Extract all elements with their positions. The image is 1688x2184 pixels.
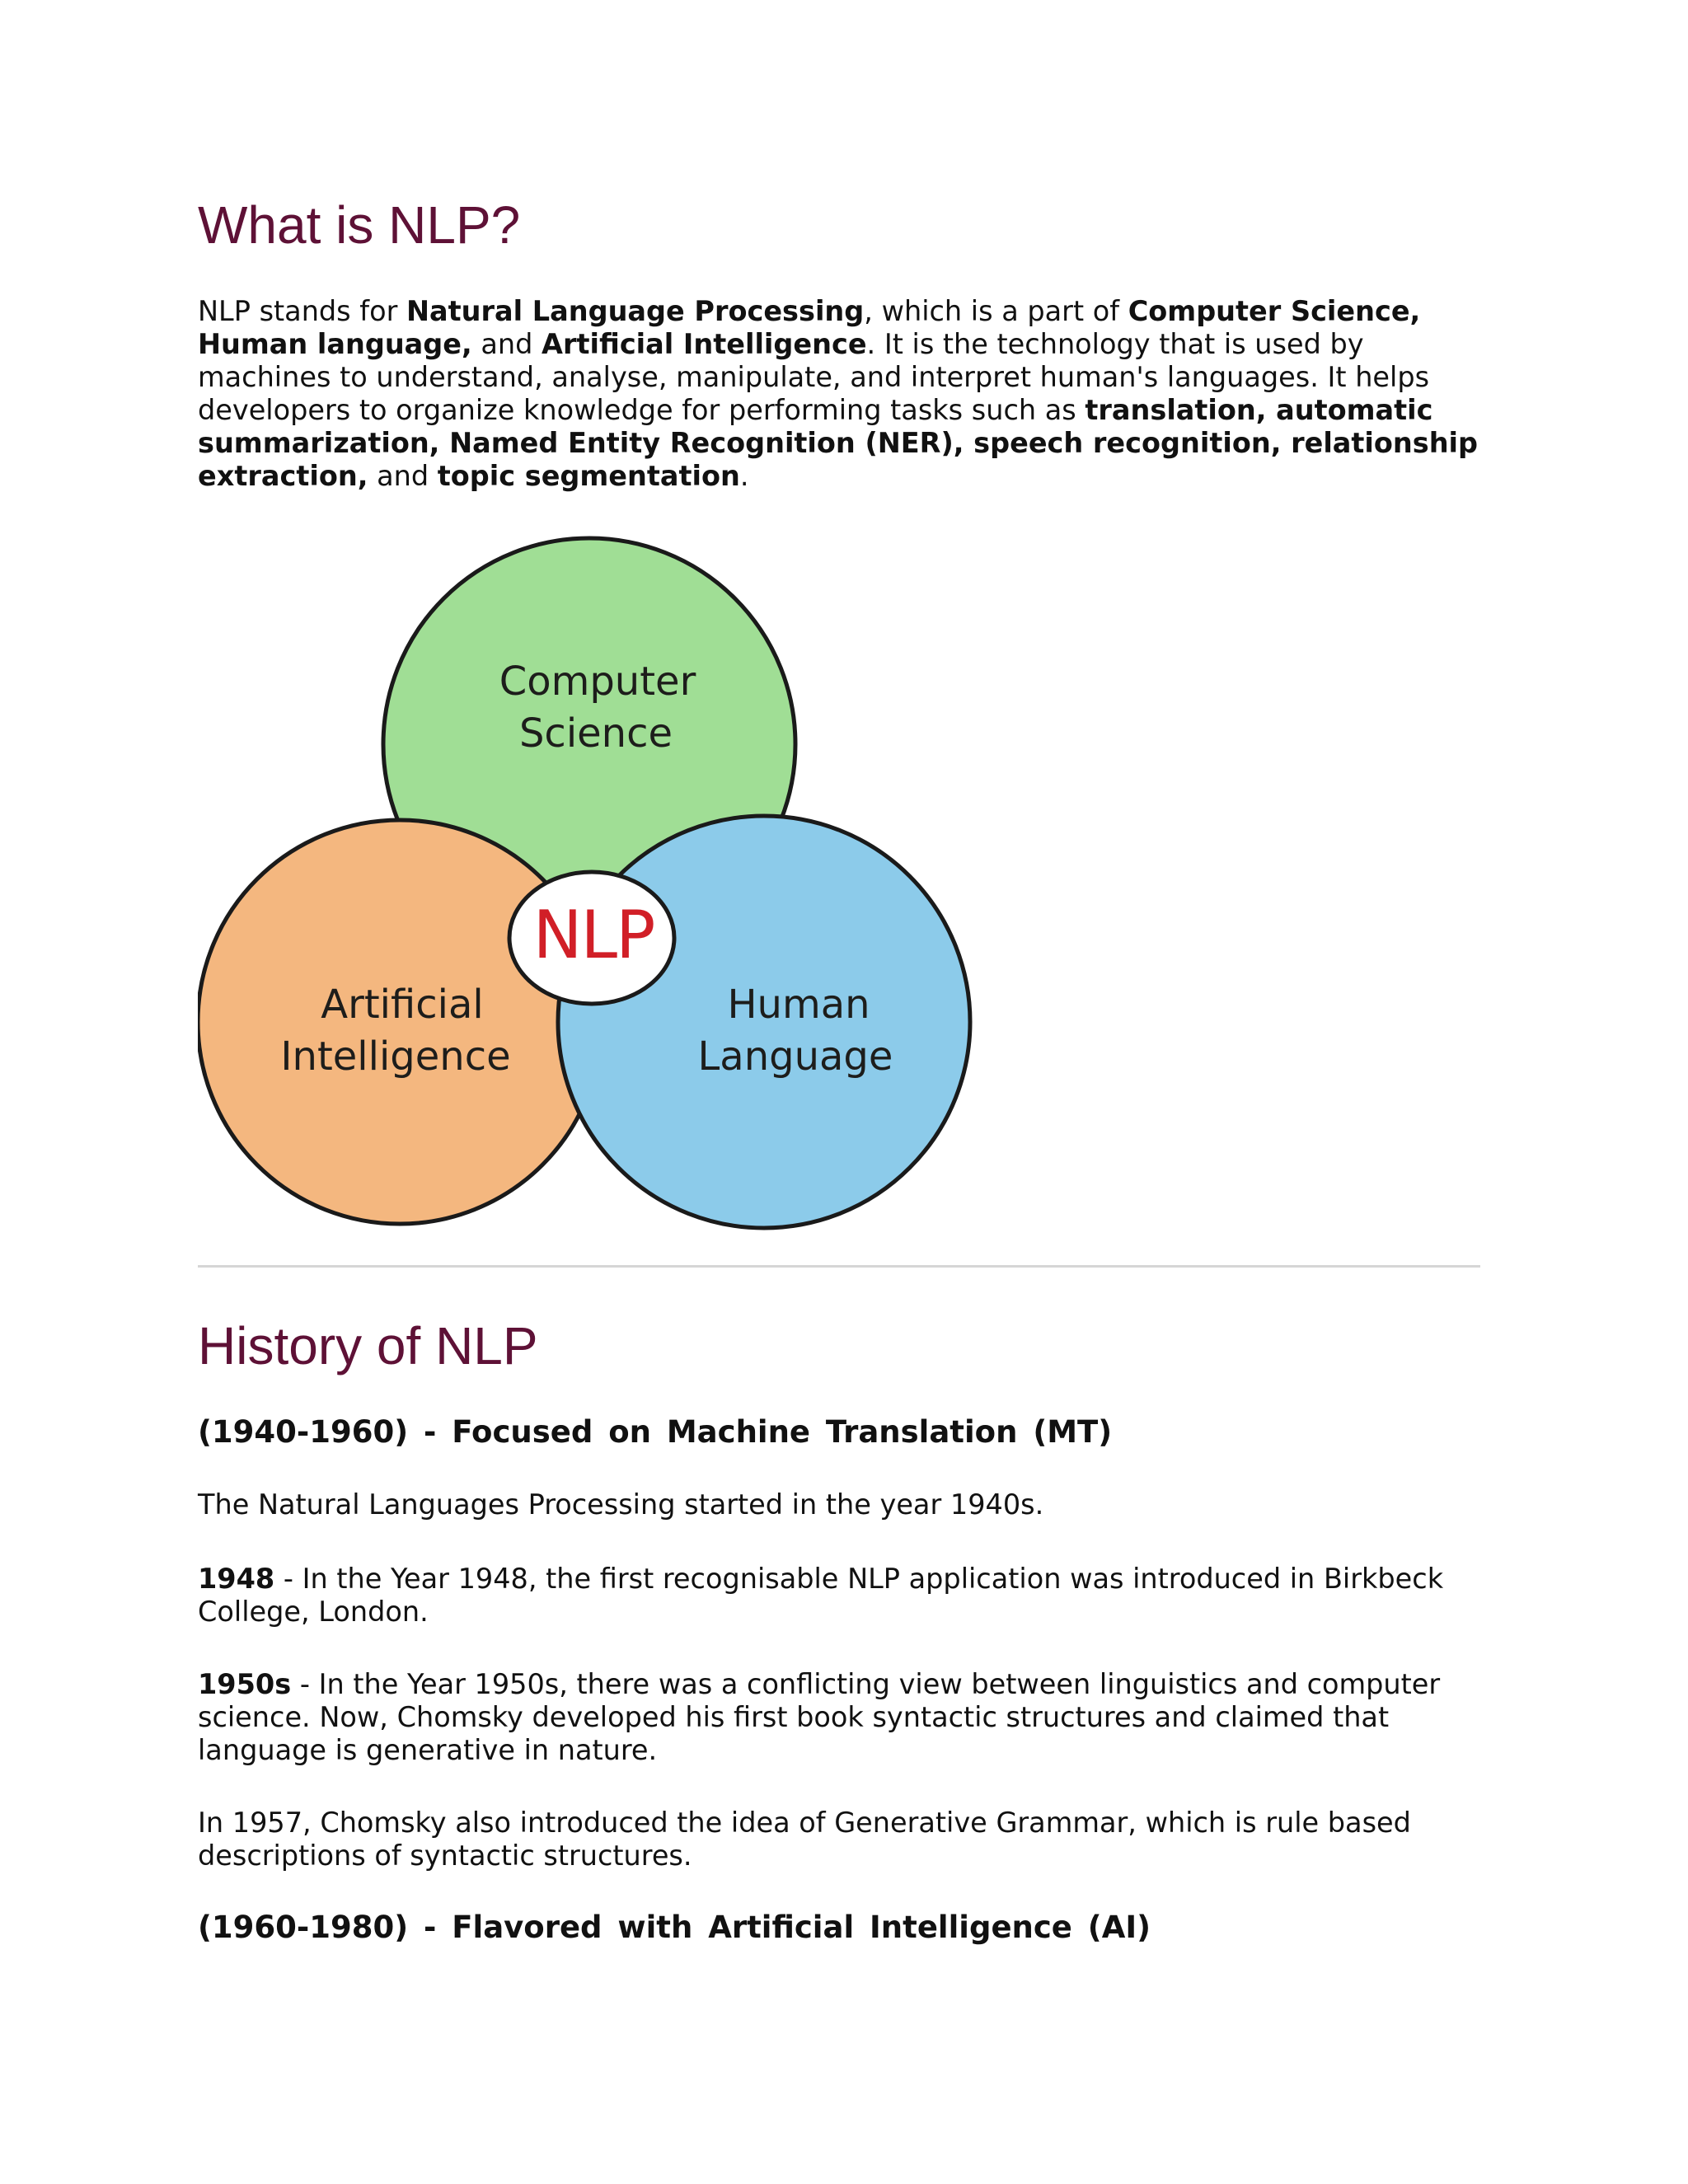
subheading-1960-1980: (1960-1980) - Flavored with Artificial Intelligence (AI) — [198, 1910, 1151, 1945]
year-1950s-label: 1950s — [198, 1668, 292, 1700]
intro-text-4: . It is the technology that is used by machines to understand, analyse, manipulate, and interpret human's languages. It helps developers to organize knowledge for performing tasks such as — [198, 328, 1430, 426]
subheading-1940-1960: (1940-1960) - Focused on Machine Translation (MT) — [198, 1414, 1113, 1450]
section-divider — [198, 1265, 1480, 1268]
intro-text-6: . — [739, 460, 749, 492]
intro-bold-ai: Artificial Intelligence — [542, 328, 867, 360]
artificial-intelligence-label-line2: Intelligence — [280, 1033, 511, 1080]
intro-text-1: NLP stands for — [198, 295, 407, 327]
intro-text-3: and — [471, 328, 542, 360]
paragraph-1948 — [198, 1563, 1484, 1629]
human-language-label-line2: Language — [697, 1033, 893, 1080]
intro-bold-topic: topic segmentation — [437, 460, 740, 492]
intro-paragraph — [198, 295, 1484, 493]
paragraph-1957: In 1957, Chomsky also introduced the idea of Generative Grammar, which is rule based descriptions of syntactic structures. — [198, 1807, 1411, 1872]
intro-text-2: , which is a part of — [864, 295, 1128, 327]
computer-science-label-line2: Science — [518, 710, 673, 757]
artificial-intelligence-label-line1: Artificial — [321, 982, 484, 1028]
paragraph-1950s-text: - In the Year 1950s, there was a conflicting view between linguistics and computer science. Now, Chomsky developed his first book syntactic structures and claimed that language is generative in nature. — [198, 1668, 1441, 1766]
nlp-center-label: NLP — [532, 897, 654, 973]
nlp-venn-diagram — [198, 536, 1022, 1261]
section-title-what-is-nlp: What is NLP? — [198, 195, 521, 255]
intro-bold-fields: Computer Science, Human language, — [198, 295, 1421, 360]
intro-bold-nlp: Natural Language Processing — [406, 295, 865, 327]
paragraph-1948-text: - In the Year 1948, the first recognisable NLP application was introduced in Birkbeck College, London. — [198, 1563, 1444, 1628]
intro-bold-tasks: translation, automatic summarization, Named Entity Recognition (NER), speech recognition, relationship extraction, — [198, 394, 1479, 492]
computer-science-label-line1: Computer — [499, 658, 696, 705]
paragraph-1950s — [198, 1668, 1484, 1767]
section-title-history-of-nlp: History of NLP — [198, 1316, 538, 1376]
intro-text-5: and — [368, 460, 438, 492]
paragraph-nlp-started: The Natural Languages Processing started in the year 1940s. — [198, 1488, 1044, 1521]
year-1948-label: 1948 — [198, 1563, 275, 1595]
document-page — [198, 0, 1500, 2184]
human-language-label-line1: Human — [727, 982, 870, 1028]
